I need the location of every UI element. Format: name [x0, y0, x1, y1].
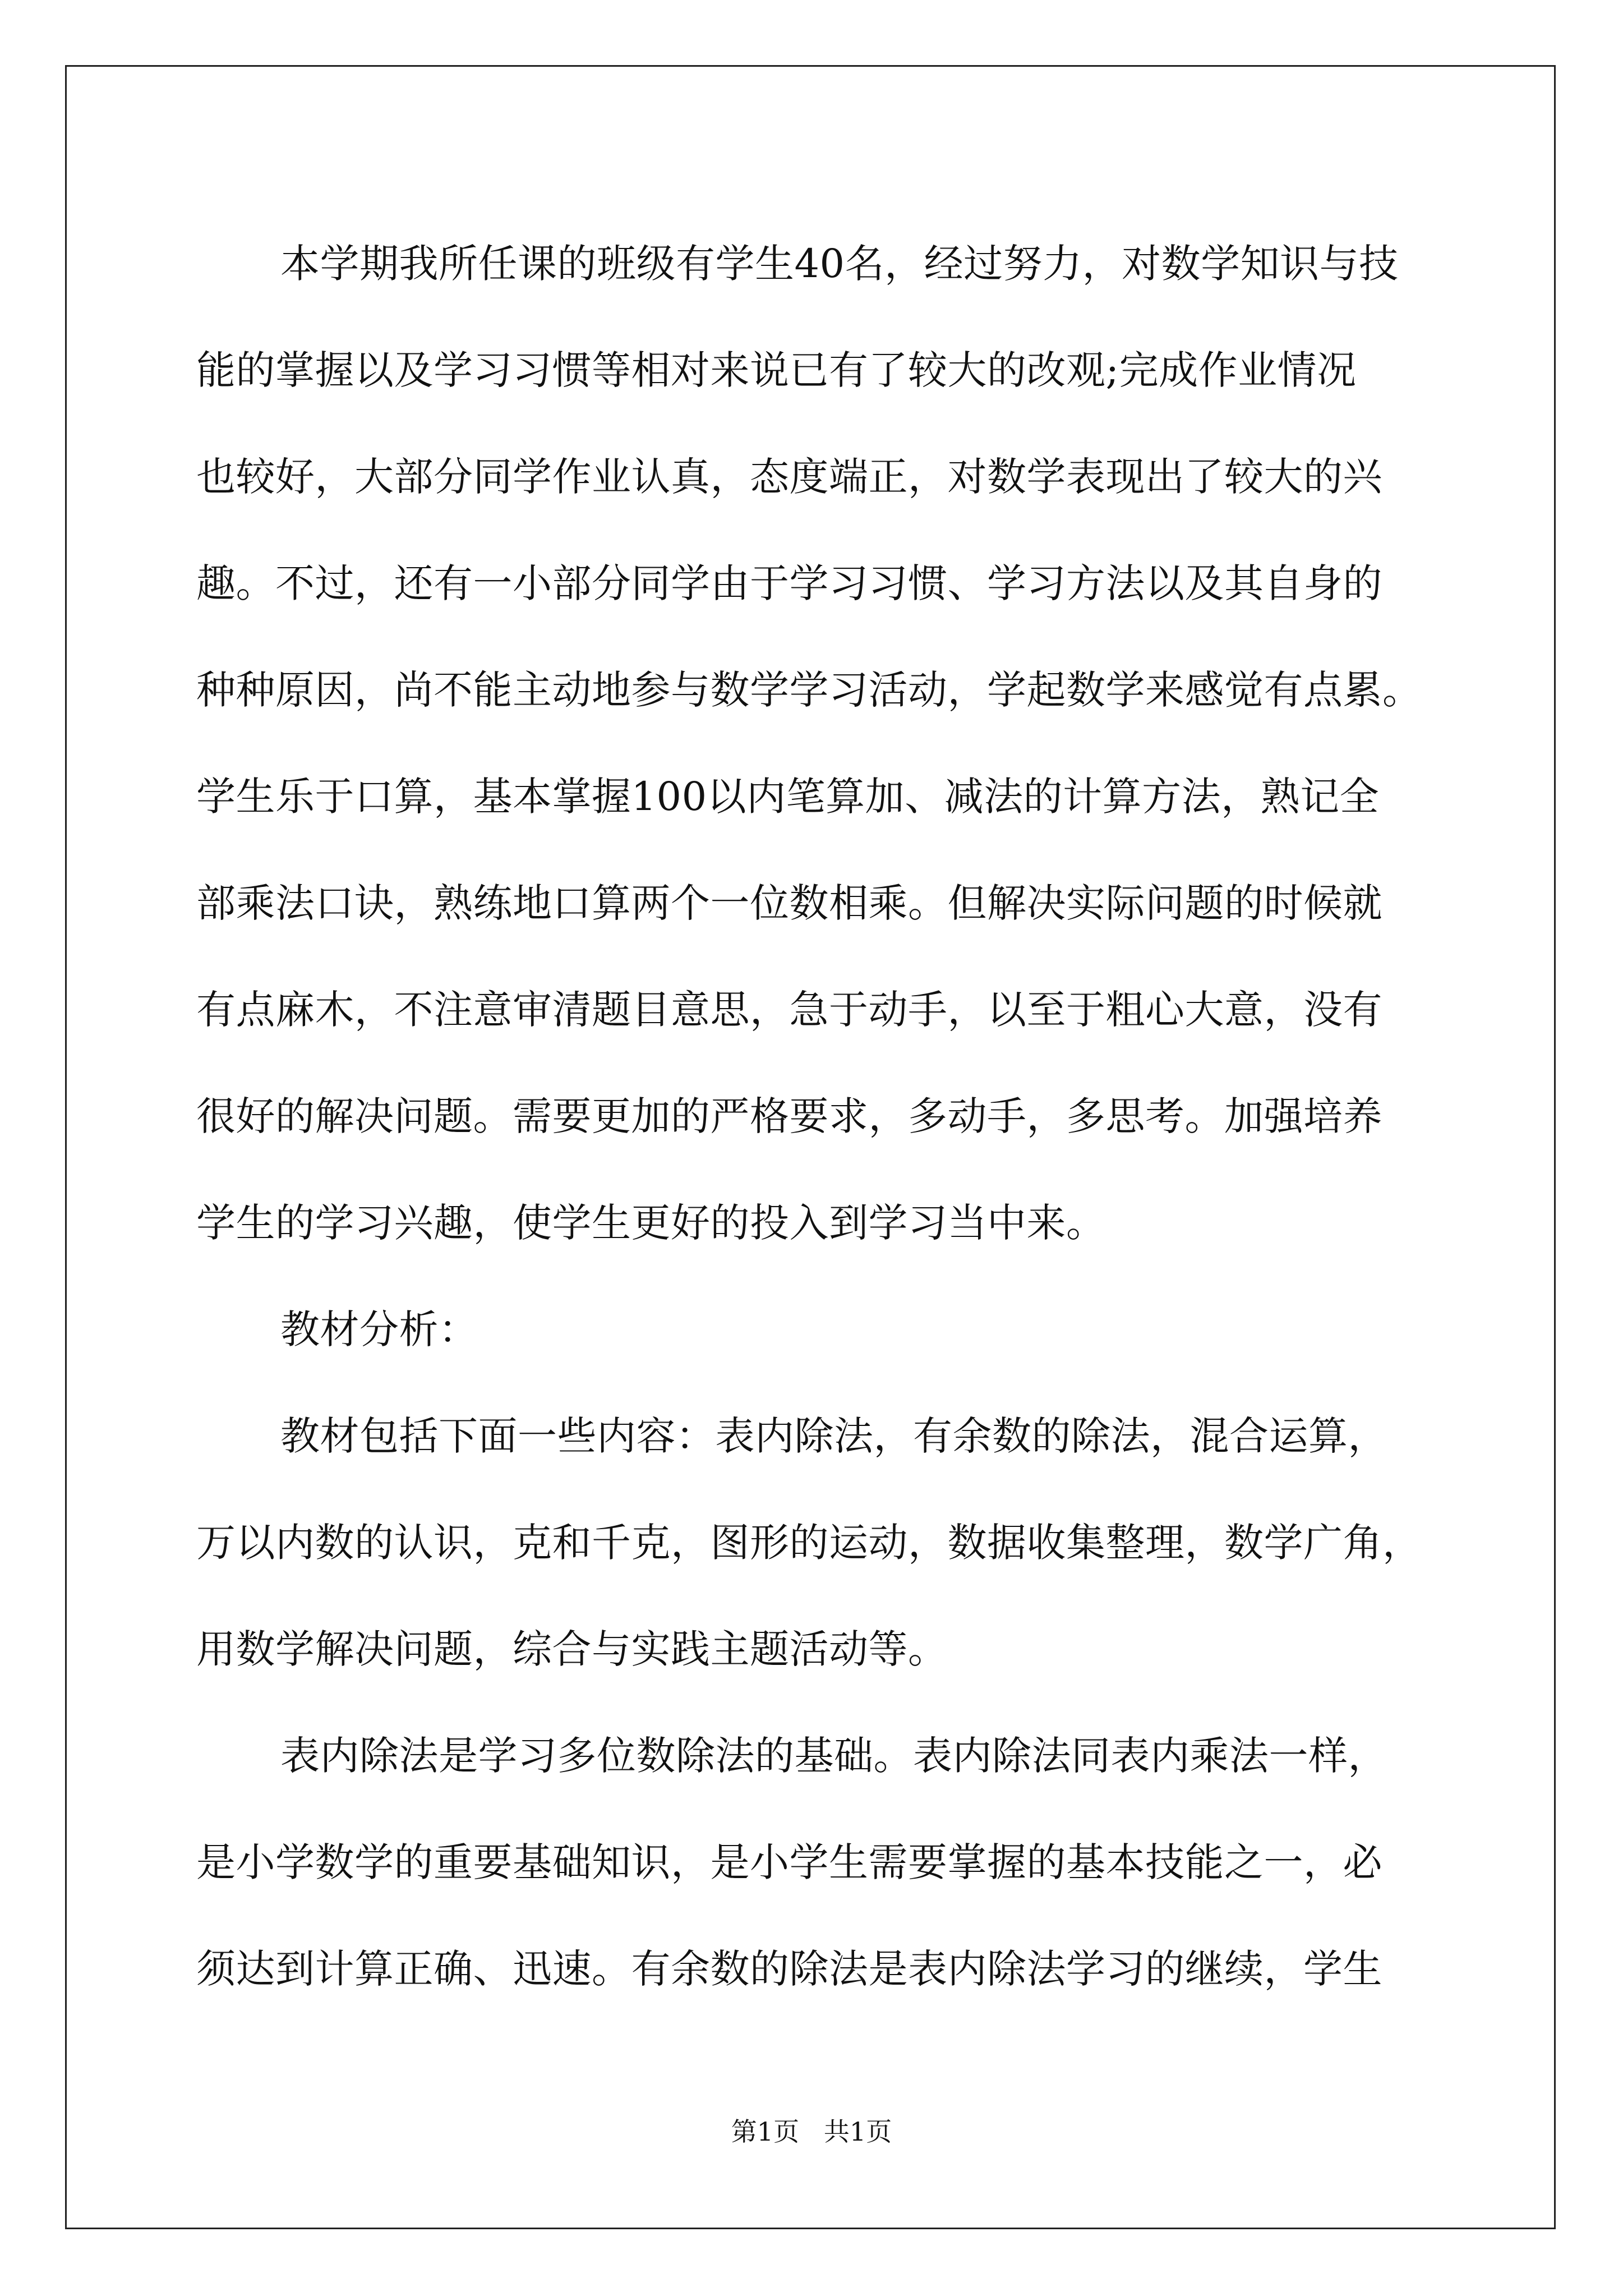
document-body: [196, 210, 1427, 2022]
text-line: 学生的学习兴趣，使学生更好的投入到学习当中来。: [196, 1200, 1106, 1246]
text-line: 有点麻木，不注意审清题目意思，急于动手，以至于粗心大意，没有: [196, 987, 1382, 1033]
text-line: 趣。不过，还有一小部分同学由于学习习惯、学习方法以及其自身的: [196, 560, 1382, 606]
text-line: 万以内数的认识，克和千克，图形的运动，数据收集整理，数学广角，: [196, 1520, 1422, 1566]
text-line: 表内除法是学习多位数除法的基础。表内除法同表内乘法一样，: [280, 1733, 1387, 1779]
text-line: 部乘法口诀，熟练地口算两个一位数相乘。但解决实际问题的时候就: [196, 880, 1382, 926]
page-footer: 第1页 共1页: [731, 2116, 892, 2147]
text-line: 用数学解决问题，综合与实践主题活动等。: [196, 1626, 948, 1672]
text-line: 能的掌握以及学习习惯等相对来说已有了较大的改观;完成作业情况: [196, 347, 1357, 393]
section-heading: 教材分析：: [280, 1306, 478, 1352]
text-line: 种种原因，尚不能主动地参与数学学习活动，学起数学来感觉有点累。: [196, 667, 1422, 713]
text-line: 也较好，大部分同学作业认真，态度端正，对数学表现出了较大的兴: [196, 454, 1382, 500]
text-line: 是小学数学的重要基础知识，是小学生需要掌握的基本技能之一，必: [196, 1839, 1382, 1885]
text-line: 教材包括下面一些内容：表内除法，有余数的除法，混合运算，: [280, 1413, 1387, 1459]
text-line: 很好的解决问题。需要更加的严格要求，多动手，多思考。加强培养: [196, 1093, 1382, 1139]
text-line: 学生乐于口算，基本掌握100以内笔算加、减法的计算方法，熟记全: [196, 774, 1380, 820]
text-line: 本学期我所任课的班级有学生40名，经过努力，对数学知识与技: [280, 241, 1399, 287]
text-line: 须达到计算正确、迅速。有余数的除法是表内除法学习的继续，学生: [196, 1946, 1382, 1992]
